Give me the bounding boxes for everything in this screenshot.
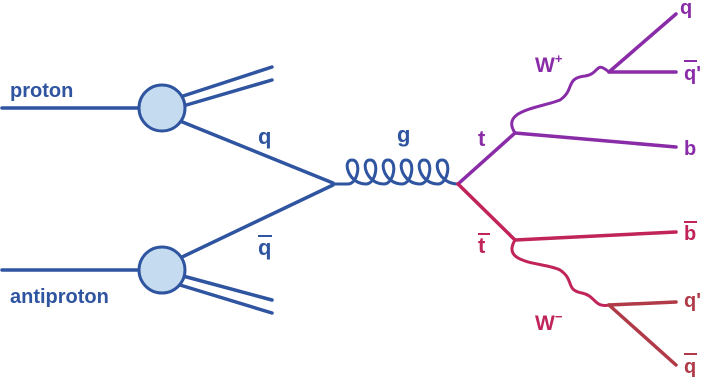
antiquark-line bbox=[180, 185, 333, 258]
out-b-label: b bbox=[684, 138, 697, 160]
quark-label: q bbox=[258, 124, 272, 149]
w-minus-superscript: − bbox=[554, 309, 563, 324]
w-minus-boson-line bbox=[512, 240, 609, 305]
proton-label: proton bbox=[10, 80, 74, 102]
antitop-label: t bbox=[478, 233, 486, 258]
w-minus-antiquark-line bbox=[609, 305, 676, 365]
antiquark-label: q bbox=[258, 235, 272, 260]
w-plus-letter: W bbox=[535, 54, 555, 77]
w-minus-quark-line bbox=[609, 302, 676, 305]
antiproton-blob bbox=[139, 247, 185, 293]
gluon-line bbox=[333, 160, 458, 184]
top-quark-line bbox=[458, 133, 515, 184]
w-plus-quark-line bbox=[609, 14, 676, 72]
antiproton-label: antiproton bbox=[10, 286, 109, 308]
top-label: t bbox=[478, 126, 486, 151]
out-q-label: q bbox=[680, 0, 693, 19]
antitop-quark-line bbox=[458, 184, 515, 240]
proton-blob bbox=[139, 85, 185, 131]
w-minus-label bbox=[535, 309, 563, 335]
quark-line bbox=[180, 121, 333, 183]
w-minus-letter: W bbox=[535, 312, 555, 335]
bbar-quark-line bbox=[515, 232, 676, 240]
out-qbar-prime-label: q' bbox=[684, 63, 701, 85]
out-q-prime-label: q' bbox=[684, 290, 701, 312]
out-bbar-label: b bbox=[684, 223, 697, 245]
out-qbar-label: q bbox=[684, 356, 697, 378]
gluon-label: g bbox=[397, 122, 411, 147]
w-plus-label bbox=[535, 51, 563, 77]
w-plus-boson-line bbox=[512, 67, 609, 133]
w-plus-superscript: + bbox=[554, 51, 563, 66]
antiproton-remnant-line-1 bbox=[183, 276, 272, 300]
b-quark-line bbox=[515, 133, 676, 147]
